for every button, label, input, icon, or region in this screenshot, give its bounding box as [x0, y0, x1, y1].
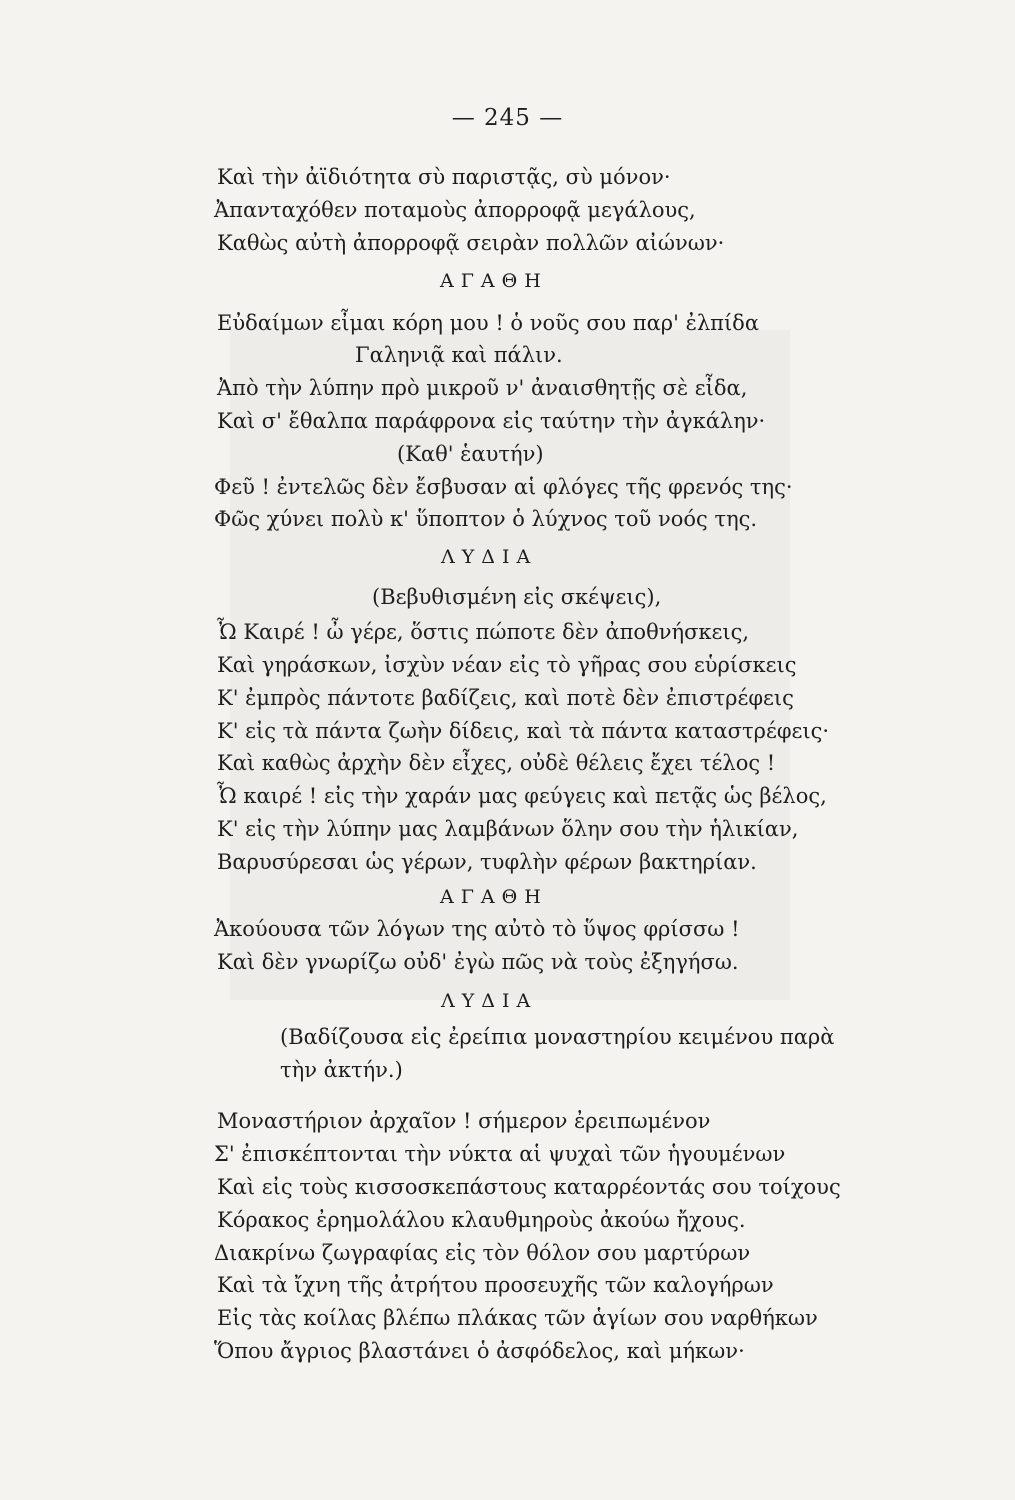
- verse-line: Βαρυσύρεσαι ὡς γέρων, τυφλὴν φέρων βακτηρίαν.: [217, 850, 757, 874]
- verse-line: Ἀπανταχόθεν ποταμοὺς ἀπορροφᾷ μεγάλους,: [214, 198, 696, 222]
- verse-line: Καὶ τὰ ἴχνη τῆς ἀτρήτου προσευχῆς τῶν καλογήρων: [217, 1273, 774, 1297]
- verse-line: Ὅπου ἄγριος βλαστάνει ὁ ἀσφόδελος, καὶ μήκων·: [214, 1339, 745, 1363]
- speaker-name: ΑΓΑΘΗ: [440, 270, 548, 292]
- stage-direction: τὴν ἀκτήν.): [280, 1058, 403, 1082]
- verse-line: Φῶς χύνει πολὺ κ' ὕποπτον ὁ λύχνος τοῦ νοός της.: [214, 507, 758, 531]
- verse-line: Καὶ δὲν γνωρίζω οὐδ' ἐγὼ πῶς νὰ τοὺς ἐξηγήσω.: [217, 950, 739, 974]
- verse-line: Καὶ τὴν ἀϊδιότητα σὺ παριστᾷς, σὺ μόνον·: [217, 165, 671, 189]
- stage-direction: (Βαδίζουσα εἰς ἐρείπια μοναστηρίου κειμένου παρὰ: [280, 1025, 835, 1049]
- speaker-name: ΑΓΑΘΗ: [440, 886, 548, 908]
- verse-line: Διακρίνω ζωγραφίας εἰς τὸν θόλον σου μαρτύρων: [214, 1241, 751, 1265]
- verse-line: Κ' ἐμπρὸς πάντοτε βαδίζεις, καὶ ποτὲ δὲν ἐπιστρέφεις: [217, 686, 794, 710]
- verse-line: Κ' εἰς τὰ πάντα ζωὴν δίδεις, καὶ τὰ πάντα καταστρέφεις·: [217, 719, 830, 743]
- verse-line: Κόρακος ἐρημολάλου κλαυθμηροὺς ἀκούω ἤχους.: [217, 1208, 746, 1232]
- verse-line: Ἀκούουσα τῶν λόγων της αὐτὸ τὸ ὕψος φρίσσω !: [214, 917, 740, 941]
- verse-line: Ἀπὸ τὴν λύπην πρὸ μικροῦ ν' ἀναισθητῇς σὲ εἶδα,: [217, 376, 748, 400]
- verse-line: Εἰς τὰς κοίλας βλέπω πλάκας τῶν ἁγίων σου ναρθήκων: [217, 1306, 818, 1330]
- stage-direction: (Καθ' ἑαυτήν): [397, 442, 544, 466]
- verse-line: Κ' εἰς τὴν λύπην μας λαμβάνων ὅλην σου τὴν ἡλικίαν,: [217, 817, 799, 841]
- verse-line: Σ' ἐπισκέπτονται τὴν νύκτα αἱ ψυχαὶ τῶν ἡγουμένων: [214, 1142, 786, 1166]
- speaker-name: ΛΥΔΙΑ: [441, 546, 538, 568]
- verse-line: Ὦ Καιρέ ! ὦ γέρε, ὅστις πώποτε δὲν ἀποθνήσκεις,: [217, 620, 750, 644]
- verse-line: Γαληνιᾷ καὶ πάλιν.: [355, 343, 563, 367]
- verse-line: Καὶ εἰς τοὺς κισσοσκεπάστους καταρρέοντάς σου τοίχους: [217, 1175, 841, 1199]
- page-number: — 245 —: [451, 105, 564, 131]
- verse-line: Καὶ καθὼς ἀρχὴν δὲν εἶχες, οὐδὲ θέλεις ἔχει τέλος !: [217, 751, 776, 775]
- verse-line: Εὐδαίμων εἶμαι κόρη μου ! ὁ νοῦς σου παρ' ἐλπίδα: [217, 311, 760, 335]
- speaker-name: ΛΥΔΙΑ: [441, 990, 538, 1012]
- verse-line: Ὦ καιρέ ! εἰς τὴν χαράν μας φεύγεις καὶ πετᾷς ὡς βέλος,: [217, 784, 827, 808]
- verse-line: Φεῦ ! ἐντελῶς δὲν ἔσβυσαν αἱ φλόγες τῆς φρενός της·: [214, 475, 793, 499]
- verse-line: Μοναστήριον ἀρχαῖον ! σήμερον ἐρειπωμένον: [217, 1109, 711, 1133]
- verse-line: Καθὼς αὐτὴ ἀπορροφᾷ σειρὰν πολλῶν αἰώνων·: [217, 231, 725, 255]
- verse-line: Καὶ σ' ἔθαλπα παράφρονα εἰς ταύτην τὴν ἀγκάλην·: [217, 409, 766, 433]
- verse-line: Καὶ γηράσκων, ἰσχὺν νέαν εἰς τὸ γῆρας σου εὑρίσκεις: [217, 653, 797, 677]
- stage-direction: (Βεβυθισμένη εἰς σκέψεις),: [372, 585, 662, 609]
